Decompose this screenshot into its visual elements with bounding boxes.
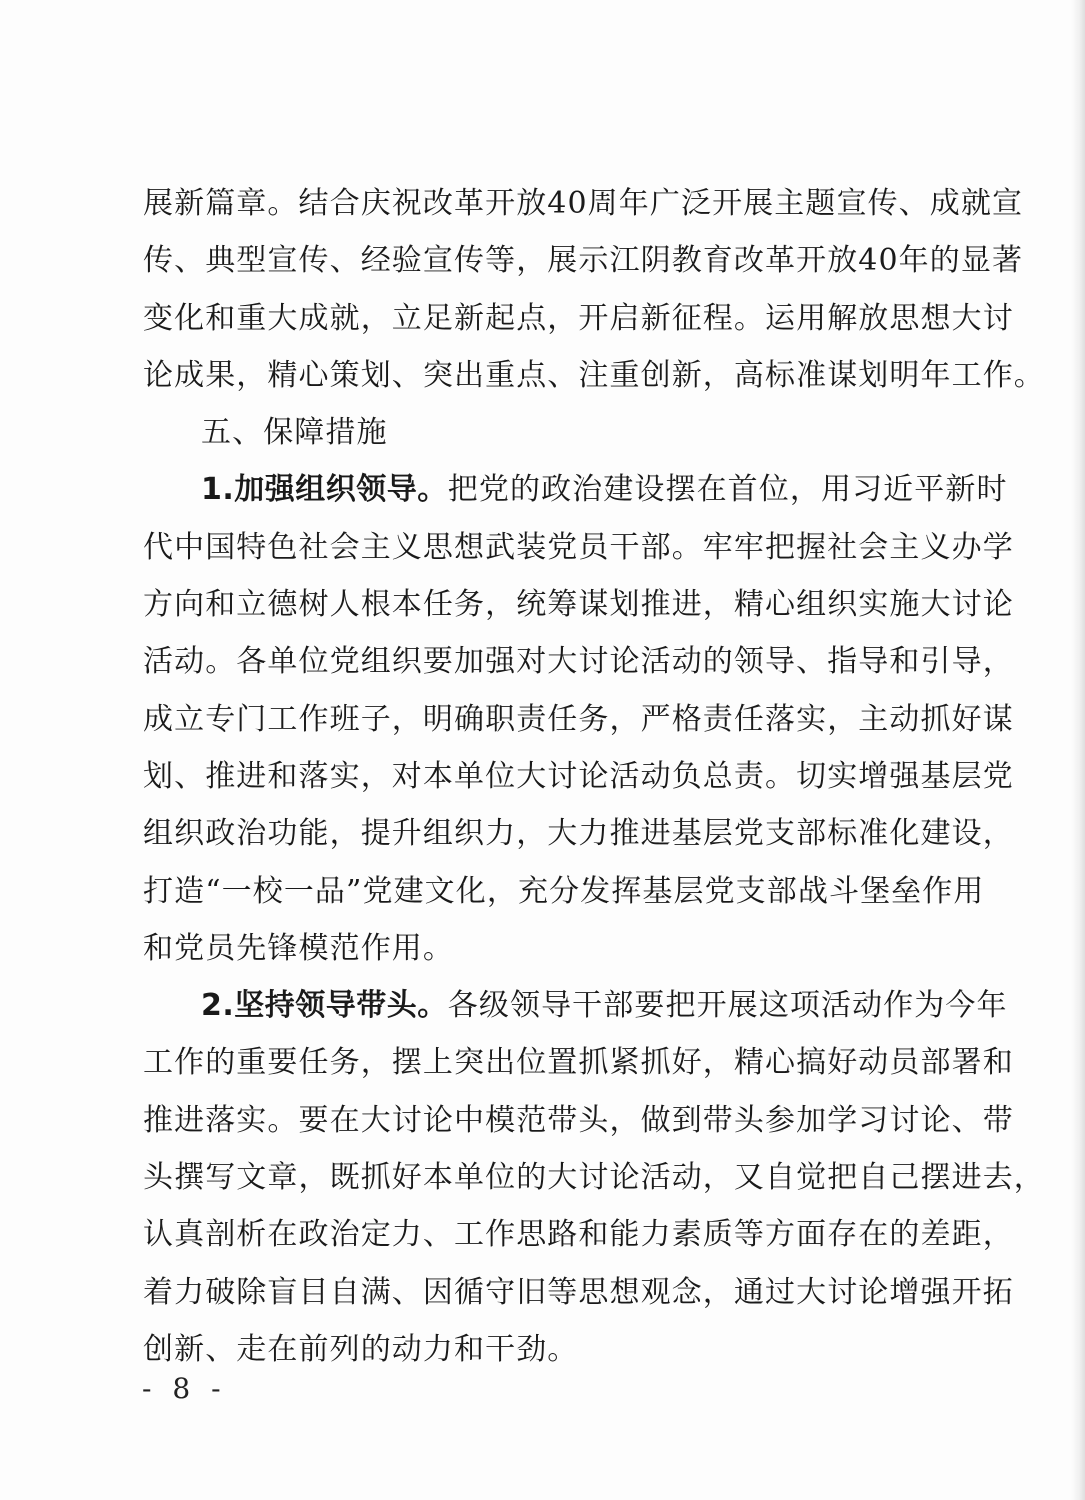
page-number: - 8 - [142, 1372, 227, 1405]
paragraph-continued [143, 175, 1045, 404]
text-fragment: 把党的政治建设摆在首位，用习近平新时 [447, 472, 1008, 508]
text-line: 传、典型宣传、经验宣传等，展示江阴教育改革开放40年的显著 [143, 243, 1024, 279]
text-line: 组织政治功能，提升组织力，大力推进基层党支部标准化建设， [143, 816, 1014, 852]
text-line: 方向和立德树人根本任务，统筹谋划推进，精心组织实施大讨论 [143, 587, 1014, 623]
text-line: 论成果，精心策划、突出重点、注重创新，高标准谋划明年工作。 [143, 357, 1045, 393]
measure-item-1 [143, 461, 1014, 977]
text-line: 展新篇章。结合庆祝改革开放40周年广泛开展主题宣传、成就宣 [143, 186, 1024, 221]
measure-title: 2.坚持领导带头。 [201, 988, 448, 1024]
measure-item-2 [143, 977, 1045, 1378]
text-line: 打造“一校一品”党建文化，充分发挥基层党支部战斗堡垒作用 [143, 873, 985, 909]
text-fragment: 各级领导干部要把开展这项活动作为今年 [447, 988, 1008, 1024]
text-line: 活动。各单位党组织要加强对大讨论活动的领导、指导和引导， [143, 644, 1014, 680]
text-line: 变化和重大成就，立足新起点，开启新征程。运用解放思想大讨 [143, 300, 1014, 336]
text-line: 划、推进和落实，对本单位大讨论活动负总责。切实增强基层党 [143, 758, 1014, 794]
text-line: 创新、走在前列的动力和干劲。 [143, 1331, 579, 1367]
measure-title: 1.加强组织领导。 [201, 472, 448, 508]
text-line: 工作的重要任务，摆上突出位置抓紧抓好，精心搞好动员部署和 [143, 1045, 1014, 1081]
text-line [143, 461, 1008, 518]
text-line: 推进落实。要在大讨论中模范带头，做到带头参加学习讨论、带 [143, 1102, 1014, 1138]
text-line: 认真剖析在政治定力、工作思路和能力素质等方面存在的差距， [143, 1217, 1014, 1253]
text-line: 代中国特色社会主义思想武装党员干部。牢牢把握社会主义办学 [143, 529, 1014, 565]
text-line [143, 977, 1008, 1034]
text-line: 和党员先锋模范作用。 [143, 930, 454, 966]
document-body [143, 175, 1045, 1378]
text-line: 头撰写文章，既抓好本单位的大讨论活动，又自觉把自己摆进去， [143, 1160, 1045, 1196]
text-line: 着力破除盲目自满、因循守旧等思想观念，通过大讨论增强开拓 [143, 1274, 1014, 1310]
text-line: 成立专门工作班子，明确职责任务，严格责任落实，主动抓好谋 [143, 701, 1014, 737]
page-edge-shadow [1071, 0, 1085, 1500]
section-heading: 五、保障措施 [201, 415, 388, 451]
